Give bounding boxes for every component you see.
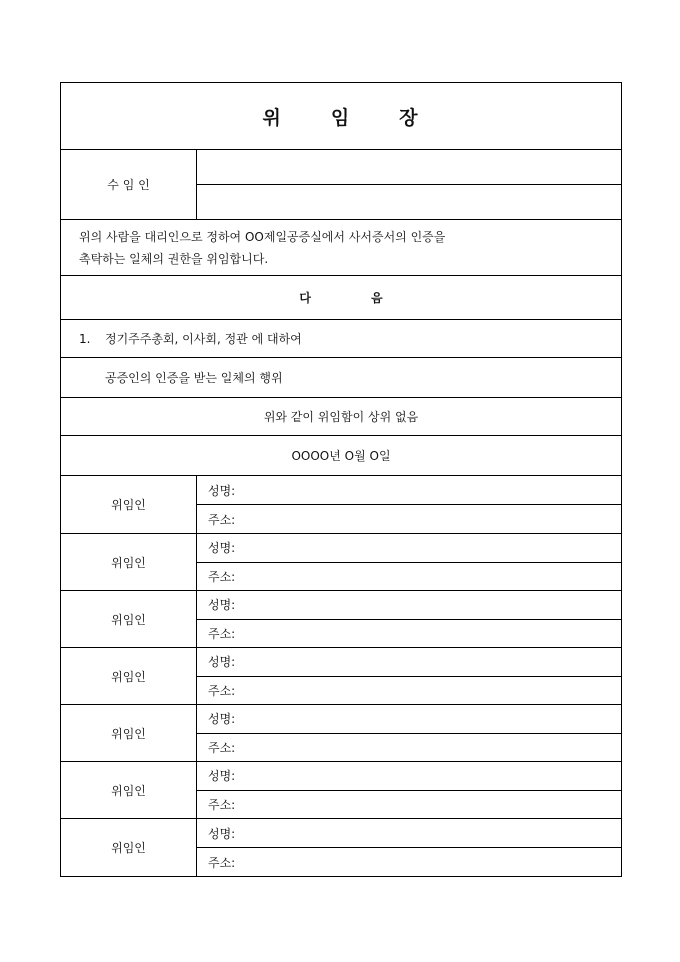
document-title [61, 83, 621, 150]
delegator-address-field[interactable]: 주소: [208, 740, 236, 755]
delegator-row [61, 476, 621, 534]
delegator-name-field[interactable]: 성명: [197, 762, 621, 791]
delegator-label: 위임인 [61, 819, 197, 876]
item-number: 1. [79, 331, 91, 346]
heading-char: 음 [371, 291, 383, 305]
delegator-row [61, 762, 621, 819]
delegator-address-field[interactable]: 주소: [208, 855, 236, 870]
delegator-row [61, 819, 621, 876]
delegator-label: 위임인 [61, 476, 197, 533]
statement-line-2: 촉탁하는 일체의 권한을 위임합니다. [79, 251, 269, 266]
item-text: 정기주주총회, 이사회, 정관 에 대하여 [105, 332, 302, 346]
delegator-name-field[interactable]: 성명: [197, 819, 621, 848]
delegator-address-field[interactable]: 주소: [208, 512, 236, 527]
title-char: 임 [330, 106, 352, 129]
heading-char: 다 [299, 291, 311, 305]
delegator-row [61, 705, 621, 762]
section-heading [61, 276, 621, 320]
delegator-row [61, 648, 621, 705]
delegator-label: 위임인 [61, 762, 197, 818]
document-date: OOOO년 O월 O일 [61, 436, 621, 476]
delegator-label: 위임인 [61, 534, 197, 590]
title-char: 장 [399, 106, 420, 129]
delegator-name-field[interactable]: 성명: [197, 591, 621, 620]
delegator-name-field[interactable]: 성명: [197, 476, 621, 505]
delegator-address-field[interactable]: 주소: [208, 797, 236, 812]
recipient-label: 수 임 인 [61, 150, 197, 219]
power-of-attorney-form [60, 82, 622, 877]
confirmation-text: 위와 같이 위임함이 상위 없음 [61, 398, 621, 436]
delegator-name-field[interactable]: 성명: [197, 534, 621, 563]
delegator-name-field[interactable]: 성명: [197, 648, 621, 677]
delegator-label: 위임인 [61, 705, 197, 761]
statement-line-1: 위의 사람을 대리인으로 정하여 OO제일공증실에서 사서증서의 인증을 [79, 229, 446, 244]
delegator-row [61, 534, 621, 591]
delegator-label: 위임인 [61, 648, 197, 704]
recipient-field-2[interactable] [197, 185, 621, 219]
recipient-row [61, 150, 621, 220]
delegator-address-field[interactable]: 주소: [208, 626, 236, 641]
recipient-field-1[interactable] [197, 150, 621, 185]
delegator-label: 위임인 [61, 591, 197, 647]
authorized-act: 공증인의 인증을 받는 일체의 행위 [61, 358, 621, 398]
delegator-address-field[interactable]: 주소: [208, 683, 236, 698]
delegator-row [61, 591, 621, 648]
title-char: 위 [262, 106, 283, 129]
agenda-item [61, 320, 621, 358]
delegator-address-field[interactable]: 주소: [208, 569, 236, 584]
delegator-name-field[interactable]: 성명: [197, 705, 621, 734]
delegation-statement [61, 220, 621, 276]
